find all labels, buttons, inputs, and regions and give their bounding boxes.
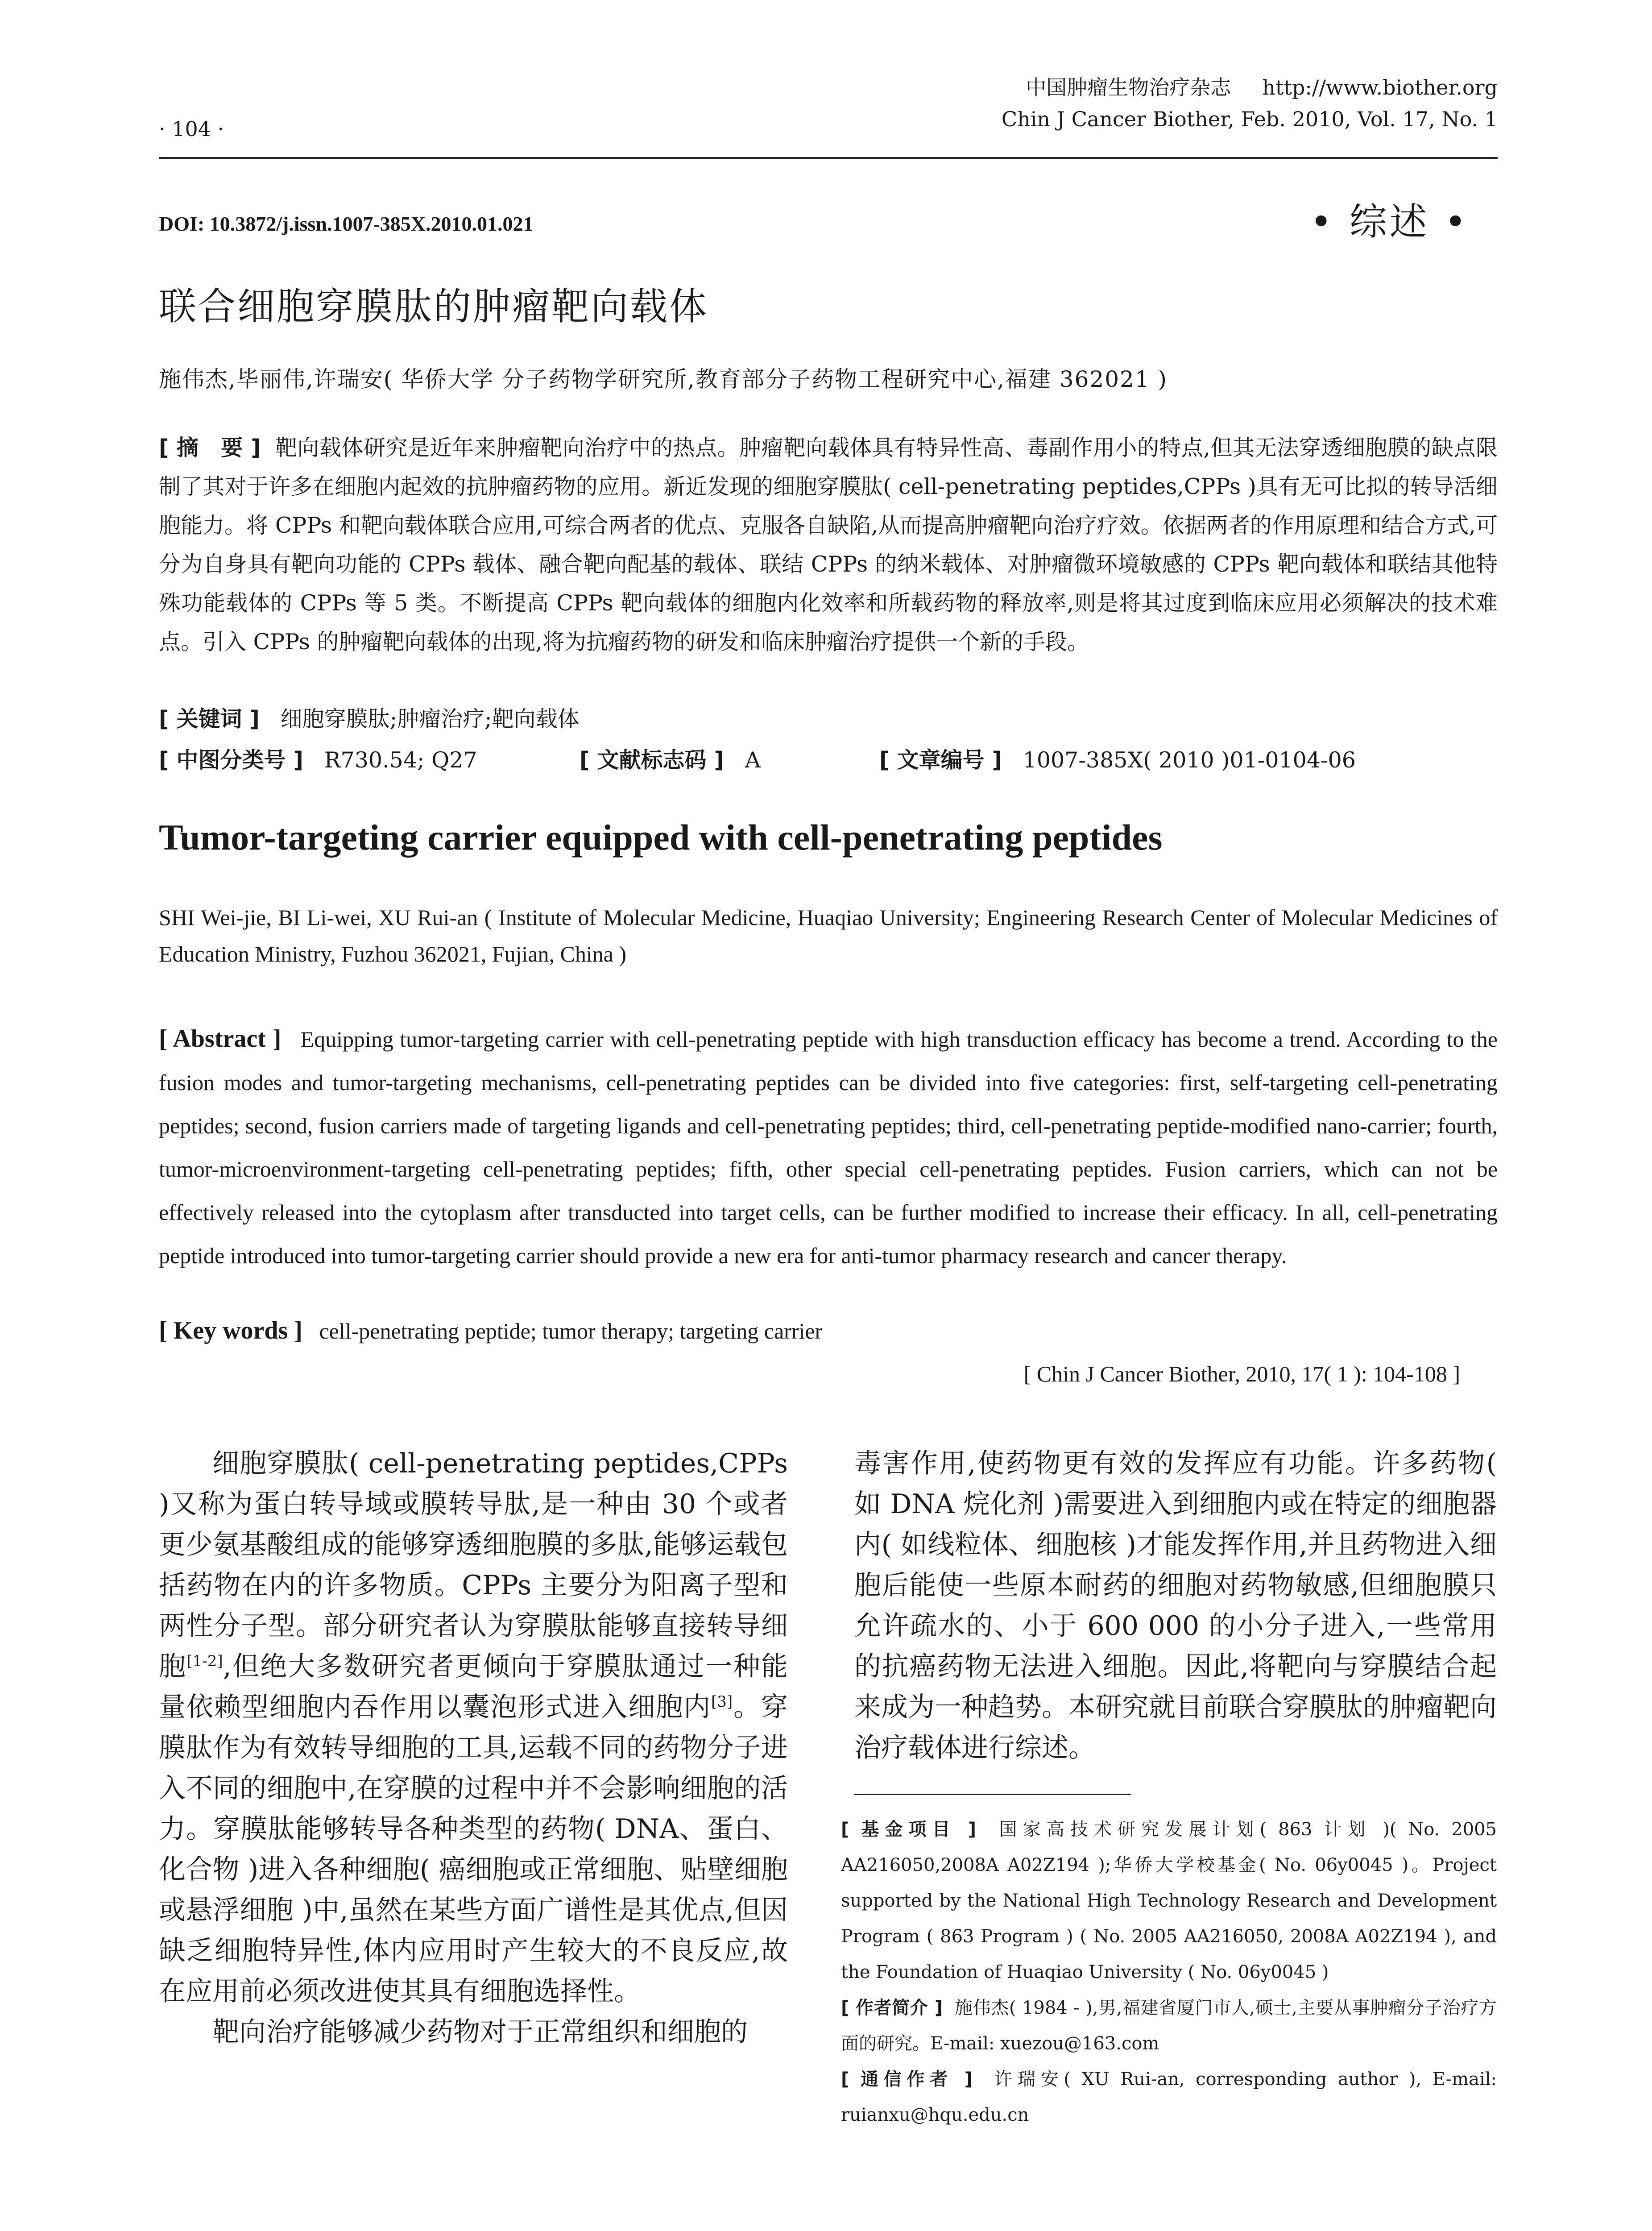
page-number: · 104 · bbox=[159, 117, 224, 141]
abstract-cn bbox=[159, 428, 1498, 661]
clc-label: [ 中图分类号 ] bbox=[159, 747, 303, 773]
citation-ref[interactable]: [1-2] bbox=[186, 1652, 223, 1670]
corresponding-text: 许瑞安( XU Rui-an, corresponding author ), E-mail: ruianxu@hqu.edu.cn bbox=[841, 2069, 1497, 2125]
fund-text: 国家高技术研究发展计划( 863 计划 )( No. 2005 AA216050,2008A A02Z194 );华侨大学校基金( No. 06y0045 )。Project supported by the National High Technology Research and Development Program ( 863 Program ) ( No. 2005 AA216050, 2008A A02Z194 ), and the Foundation of Huaqiao University ( No. 06y0045 ) bbox=[841, 1819, 1497, 1982]
body-paragraph: 靶向治疗能够减少药物对于正常组织和细胞的 bbox=[212, 2016, 748, 2048]
keywords-cn-text: 细胞穿膜肽;肿瘤治疗;靶向载体 bbox=[280, 706, 580, 732]
keywords-en bbox=[159, 1316, 822, 1345]
footnotes bbox=[841, 1812, 1497, 2133]
section-tag: • 综述 • bbox=[1310, 200, 1469, 244]
body-paragraph: 毒害作用,使药物更有效的发挥应有功能。许多药物( 如 DNA 烷化剂 )需要进入到细胞内或在特定的细胞器内( 如线粒体、细胞核 )才能发挥作用,并且药物进入细胞后能使一些原本耐药的细胞对药物敏感,但细胞膜只允许疏水的、小于 600 000 的小分子进入,一些常用的抗癌药物无法进入细胞。因此,将靶向与穿膜结合起来成为一种趋势。本研究就目前联合穿膜肽的肿瘤靶向治疗载体进行综述。 bbox=[854, 1448, 1497, 1763]
running-header-citation: Chin J Cancer Biother, Feb. 2010, Vol. 17, No. 1 bbox=[1001, 107, 1498, 131]
footnote-fund bbox=[841, 1812, 1497, 1990]
keywords-cn bbox=[159, 702, 580, 733]
fund-label: [ 基金项目 ] bbox=[841, 1819, 976, 1840]
footnote-corresponding bbox=[841, 2061, 1497, 2133]
classification-row bbox=[159, 743, 1356, 774]
article-title-en: Tumor-targeting carrier equipped with cell-penetrating peptides bbox=[159, 817, 1163, 858]
keywords-en-text: cell-penetrating peptide; tumor therapy; targeting carrier bbox=[319, 1319, 823, 1344]
citation-ref[interactable]: [3] bbox=[711, 1693, 733, 1711]
abstract-cn-text: 靶向载体研究是近年来肿瘤靶向治疗中的热点。肿瘤靶向载体具有特异性高、毒副作用小的特点,但其无法穿透细胞膜的缺点限制了其对于许多在细胞内起效的抗肿瘤药物的应用。新近发现的细胞穿膜肽( cell-penetrating peptides,CPPs )具有无可比拟的转导活细胞能力。将 CPPs 和靶向载体联合应用,可综合两者的优点、克服各自缺陷,从而提高肿瘤靶向治疗疗效。依据两者的作用原理和结合方式,可分为自身具有靶向功能的 CPPs 载体、融合靶向配基的载体、联结 CPPs 的纳米载体、对肿瘤微环境敏感的 CPPs 靶向载体和联结其他特殊功能载体的 CPPs 等 5 类。不断提高 CPPs 靶向载体的细胞内化效率和所载药物的释放率,则是将其过度到临床应用必须解决的技术难点。引入 CPPs 的肿瘤靶向载体的出现,将为抗瘤药物的研发和临床肿瘤治疗提供一个新的手段。 bbox=[159, 435, 1498, 655]
keywords-cn-label: [ 关键词 ] bbox=[159, 706, 260, 732]
article-title-cn: 联合细胞穿膜肽的肿瘤靶向载体 bbox=[159, 285, 709, 328]
keywords-en-label: [ Key words ] bbox=[159, 1317, 302, 1344]
body-column-left bbox=[159, 1443, 788, 2053]
corresponding-label: [ 通信作者 ] bbox=[841, 2069, 973, 2090]
doc-code-label: [ 文献标志码 ] bbox=[580, 747, 724, 773]
header-divider bbox=[159, 157, 1498, 159]
abstract-cn-label: [ 摘 要 ] bbox=[159, 435, 261, 460]
article-number-label: [ 文章编号 ] bbox=[879, 747, 1002, 773]
journal-name-cn: 中国肿瘤生物治疗杂志 bbox=[1026, 75, 1231, 100]
body-column-right bbox=[854, 1443, 1497, 1768]
footnote-author bbox=[841, 1990, 1497, 2061]
running-header-journal bbox=[1026, 71, 1498, 101]
clc-value: R730.54; Q27 bbox=[324, 747, 477, 773]
author-label: [ 作者简介 ] bbox=[841, 1998, 943, 2018]
doi: DOI: 10.3872/j.issn.1007-385X.2010.01.021 bbox=[159, 212, 534, 235]
authors-en: SHI Wei-jie, BI Li-wei, XU Rui-an ( Institute of Molecular Medicine, Huaqiao University; Engineering Research Center of Molecular Medicines of Education Ministry, Fuzhou 362021, Fujian, China ) bbox=[159, 905, 1498, 966]
citation: [ Chin J Cancer Biother, 2010, 17( 1 ): 104-108 ] bbox=[1023, 1361, 1460, 1386]
doc-code-value: A bbox=[745, 747, 761, 773]
abstract-en-text: Equipping tumor-targeting carrier with cell-penetrating peptide with high transduction efficacy has become a trend. According to the fusion modes and tumor-targeting mechanisms, cell-penetrating peptides can be divided into five categories: first, self-targeting cell-penetrating peptides; second, fusion carriers made of targeting ligands and cell-penetrating peptides; third, cell-penetrating peptide-modified nano-carrier; fourth, tumor-microenvironment-targeting cell-penetrating peptides; fifth, other special cell-penetrating peptides. Fusion carriers, which can not be effectively released into the cytoplasm after transducted into target cells, can be further modified to increase their efficacy. In all, cell-penetrating peptide introduced into tumor-targeting carrier should provide a new era for anti-tumor pharmacy research and cancer therapy. bbox=[159, 1027, 1498, 1268]
footnote-divider bbox=[854, 1794, 1131, 1795]
journal-url[interactable]: http://www.biother.org bbox=[1262, 75, 1498, 100]
article-number-value: 1007-385X( 2010 )01-0104-06 bbox=[1023, 747, 1356, 773]
authors-cn: 施伟杰,毕丽伟,许瑞安( 华侨大学 分子药物学研究所,教育部分子药物工程研究中心,福建 362021 ) bbox=[159, 366, 1168, 392]
abstract-en bbox=[159, 1017, 1498, 1277]
body-paragraph: 细胞穿膜肽( cell-penetrating peptides,CPPs )又称为蛋白转导域或膜转导肽,是一种由 30 个或者更少氨基酸组成的能够穿透细胞膜的多肽,能够运载包括药物在内的许多物质。CPPs 主要分为阳离子型和两性分子型。部分研究者认为穿膜肽能够直接转导细胞[1-2],但绝大多数研究者更倾向于穿膜肽通过一种能量依赖型细胞内吞作用以囊泡形式进入细胞内[3]。穿膜肽作为有效转导细胞的工具,运载不同的药物分子进入不同的细胞中,在穿膜的过程中并不会影响细胞的活力。穿膜肽能够转导各种类型的药物( DNA、蛋白、化合物 )进入各种细胞( 癌细胞或正常细胞、贴壁细胞或悬浮细胞 )中,虽然在某些方面广谱性是其优点,但因缺乏细胞特异性,体内应用时产生较大的不良反应,故在应用前必须改进使其具有细胞选择性。 bbox=[159, 1448, 788, 2007]
author-text: 施伟杰( 1984 - ),男,福建省厦门市人,硕士,主要从事肿瘤分子治疗方面的研究。E-mail: xuezou@163.com bbox=[841, 1998, 1497, 2054]
abstract-en-label: [ Abstract ] bbox=[159, 1025, 282, 1053]
